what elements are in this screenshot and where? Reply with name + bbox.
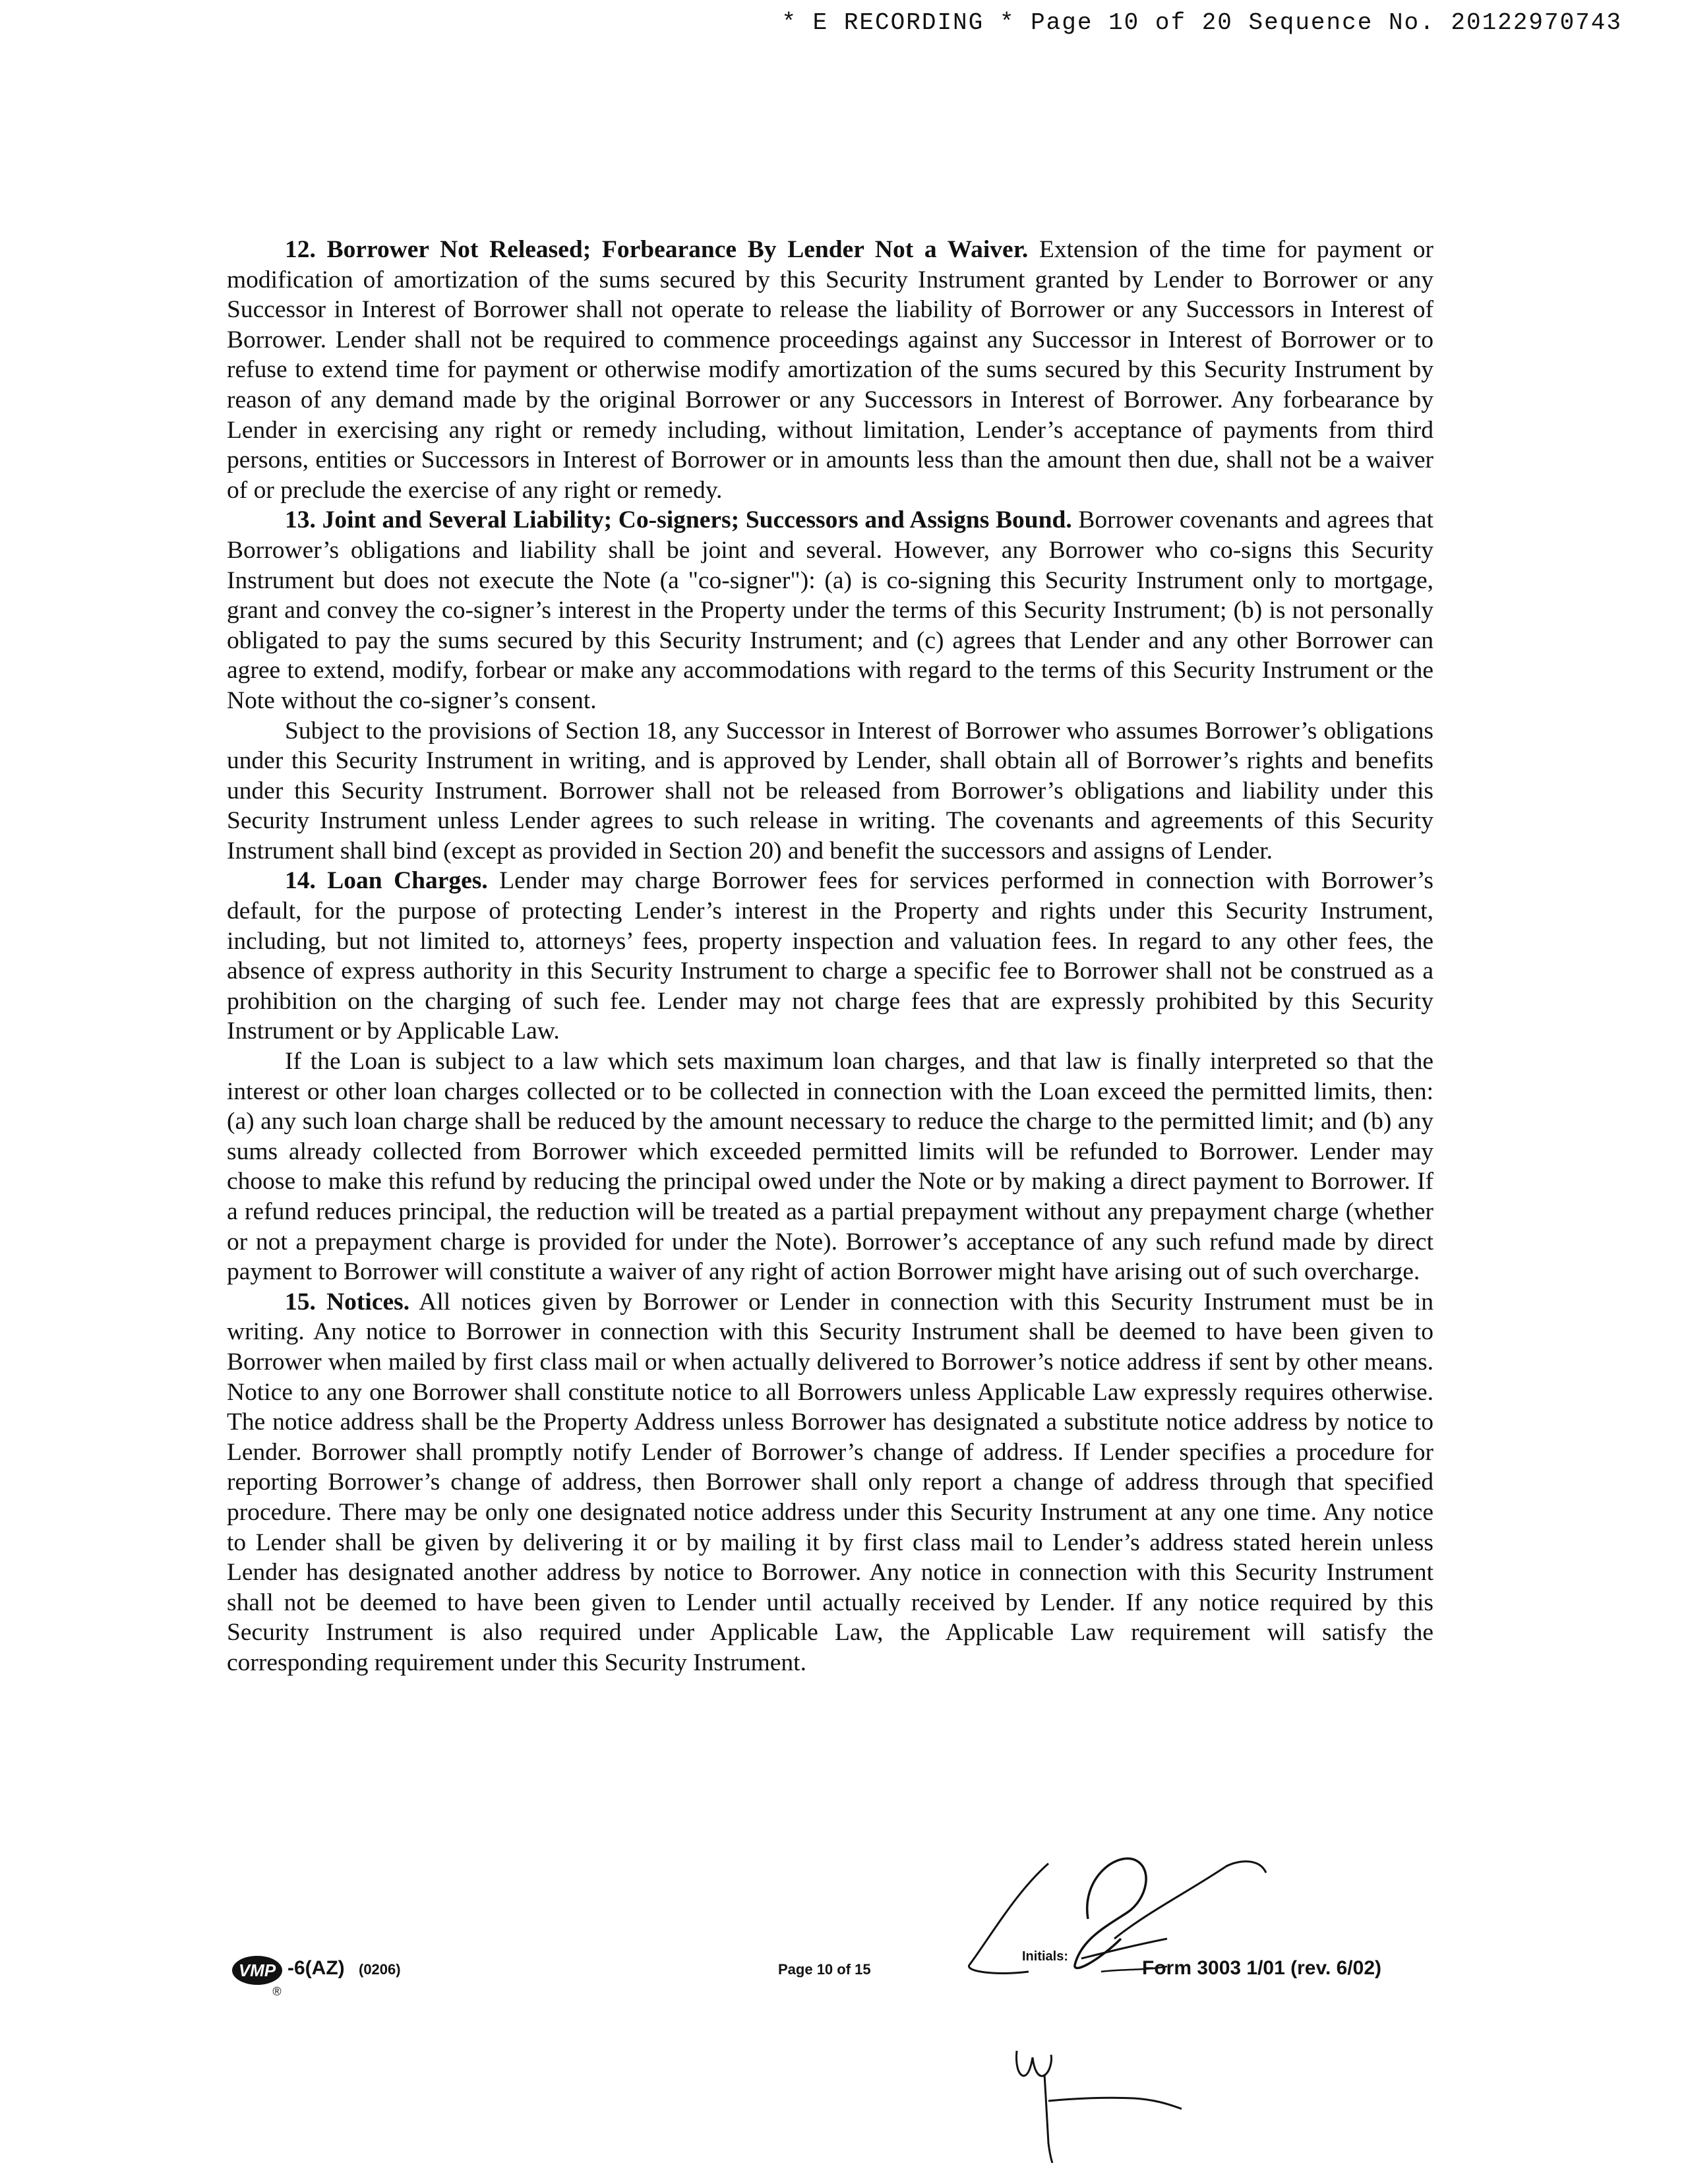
document-body [227,235,1433,1678]
section-14-paragraph [227,866,1433,1046]
registered-mark: ® [272,1985,282,1998]
page-footer [0,1949,1688,2011]
section-12-heading: 12. Borrower Not Released; Forbearance By Lender Not a Waiver. [285,236,1029,263]
section-14-continuation [227,1046,1433,1287]
lower-signature-icon [1009,2038,1207,2169]
section-13-continuation-text: Subject to the provisions of Section 18, any Successor in Interest of Borrower who assumes Borrower’s obligations under this Security Instrument in writing, and is approved by Lender, shall obtain all of Borrower’s rights and benefits under this Security Instrument. Borrower shall not be released from Borrower’s obligations and liability under this Security Instrument unless Lender agrees to such release in writing. The covenants and agreements of this Security Instrument shall bind (except as provided in Section 20) and benefit the successors and assigns of Lender. [227,717,1433,864]
section-15-paragraph [227,1287,1433,1678]
section-14-heading: 14. Loan Charges. [285,867,488,895]
recording-header: * E RECORDING * Page 10 of 20 Sequence No. 20122970743 [781,9,1622,36]
form-number: Form 3003 1/01 (rev. 6/02) [1142,1957,1381,1979]
form-date: (0206) [359,1961,401,1978]
section-13-paragraph [227,505,1433,715]
vmp-logo-text: VMP [238,1960,276,1980]
initials-label: Initials: [1022,1949,1069,1964]
vmp-logo-icon [231,1952,286,1998]
section-14-text: Lender may charge Borrower fees for services performed in connection with Borrower’s default, for the purpose of protecting Lender’s interest in the Property and rights under this Security Instrument, including, but not limited to, attorneys’ fees, property inspection and valuation fees. In regard to any other fees, the absence of express authority in this Security Instrument to charge a specific fee to Borrower shall not be construed as a prohibition on the charging of such fee. Lender may not charge fees that are expressly prohibited by this Security Instrument or by Applicable Law. [227,867,1433,1045]
page-count: Page 10 of 15 [778,1961,871,1978]
section-15-heading: 15. Notices. [285,1288,410,1316]
section-13-text: Borrower covenants and agrees that Borrower’s obligations and liability shall be joint and several. However, any Borrower who co-signs this Security Instrument but does not execute the Note (a "co-signer"): (a) is co-signing this Security Instrument only to mortgage, grant and convey the co-signer’s interest in the Property under the terms of this Security Instrument; (b) is not personally obligated to pay the sums secured by this Security Instrument; and (c) agrees that Lender and any other Borrower can agree to extend, modify, forbear or make any accommodations with regard to the terms of this Security Instrument or the Note without the co-signer’s consent. [227,506,1433,714]
section-15-text: All notices given by Borrower or Lender in connection with this Security Instrument must be in writing. Any notice to Borrower in connection with this Security Instrument shall be deemed to have been given to Borrower when mailed by first class mail or when actually delivered to Borrower’s notice address if sent by other means. Notice to any one Borrower shall constitute notice to all Borrowers unless Applicable Law expressly requires otherwise. The notice address shall be the Property Address unless Borrower has designated a substitute notice address by notice to Lender. Borrower shall promptly notify Lender of Borrower’s change of address. If Lender specifies a procedure for reporting Borrower’s change of address, then Borrower shall only report a change of address through that specified procedure. There may be only one designated notice address under this Security Instrument at any one time. Any notice to Lender shall be given by delivering it or by mailing it by first class mail to Lender’s address stated herein unless Lender has designated another address by notice to Borrower. Any notice in connection with this Security Instrument shall not be deemed to have been given to Lender until actually received by Lender. If any notice required by this Security Instrument is also required under Applicable Law, the Applicable Law requirement will satisfy the corresponding requirement under this Security Instrument. [227,1288,1433,1676]
section-12-text: Extension of the time for payment or modification of amortization of the sums secured by this Security Instrument granted by Lender to Borrower or any Successor in Interest of Borrower shall not operate to release the liability of Borrower or any Successors in Interest of Borrower. Lender shall not be required to commence proceedings against any Successor in Interest of Borrower or to refuse to extend time for payment or otherwise modify amortization of the sums secured by this Security Instrument by reason of any demand made by the original Borrower or any Successors in Interest of Borrower. Any forbearance by Lender in exercising any right or remedy including, without limitation, Lender’s acceptance of payments from third persons, entities or Successors in Interest of Borrower or in amounts less than the amount then due, shall not be a waiver of or preclude the exercise of any right or remedy. [227,236,1433,504]
initials-signature-icon [950,1840,1292,1985]
section-12-paragraph [227,235,1433,505]
section-13-continuation [227,716,1433,866]
section-13-heading: 13. Joint and Several Liability; Co-signers; Successors and Assigns Bound. [285,506,1072,534]
form-code: -6(AZ) [287,1957,345,1979]
section-14-continuation-text: If the Loan is subject to a law which sets maximum loan charges, and that law is finally interpreted so that the interest or other loan charges collected or to be collected in connection with the Loan exceed the permitted limits, then: (a) any such loan charge shall be reduced by the amount necessary to reduce the charge to the permitted limit; and (b) any sums already collected from Borrower which exceeded permitted limits will be refunded to Borrower. Lender may choose to make this refund by reducing the principal owed under the Note or by making a direct payment to Borrower. If a refund reduces principal, the reduction will be treated as a partial prepayment without any prepayment charge (whether or not a prepayment charge is provided for under the Note). Borrower’s acceptance of any such refund made by direct payment to Borrower will constitute a waiver of any right of action Borrower might have arising out of such overcharge. [227,1048,1433,1286]
